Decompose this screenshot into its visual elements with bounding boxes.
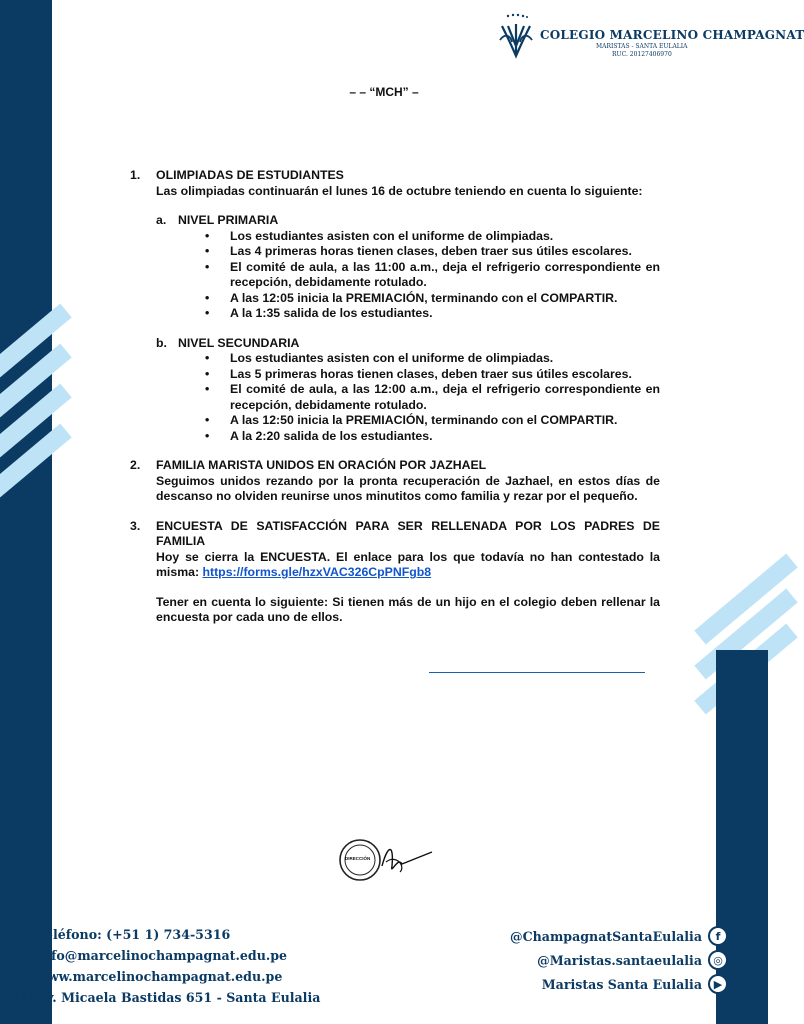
list-item: • A las 12:50 inicia la PREMIACIÓN, terminando con el COMPARTIR. xyxy=(230,413,660,429)
direction-stamp xyxy=(336,836,436,886)
location-pin-icon: ⚲ xyxy=(16,990,32,1006)
section-note: Tener en cuenta lo siguiente: Si tienen más de un hijo en el colegio deben rellenar la encuesta por cada uno de ellos. xyxy=(156,594,660,624)
instagram-icon[interactable]: ◎ xyxy=(708,950,728,970)
left-stripes xyxy=(0,300,52,500)
list-item: • A la 2:20 salida de los estudiantes. xyxy=(230,429,660,445)
subsection-secundaria xyxy=(156,336,660,445)
section-encuesta xyxy=(130,519,660,626)
stamp-text: DIRECCIÓN xyxy=(345,856,371,861)
list-item: • A la 1:35 salida de los estudiantes. xyxy=(230,306,660,322)
social-links xyxy=(510,924,728,996)
survey-link[interactable]: https://forms.gle/hzxVAC326CpPNFgb8 xyxy=(202,565,432,579)
list-item: • El comité de aula, a las 11:00 a.m., deja el refrigerio correspondiente en recepción, debidamente rotulado. xyxy=(230,260,660,291)
contact-info xyxy=(16,924,320,1008)
section-number: 3. xyxy=(130,518,141,533)
subsection-letter: b. xyxy=(156,335,167,350)
list-item: • Las 5 primeras horas tienen clases, deben traer sus útiles escolares. xyxy=(230,367,660,383)
subsection-letter: a. xyxy=(156,213,167,227)
list-item: • El comité de aula, a las 12:00 a.m., deja el refrigerio correspondiente en recepción, debidamente rotulado. xyxy=(230,382,660,413)
section-body-text: Hoy se cierra la ENCUESTA. El enlace para los que todavía no han contestado la misma: xyxy=(156,549,660,579)
school-name: COLEGIO MARCELINO CHAMPAGNAT xyxy=(540,28,804,42)
document-body xyxy=(130,168,660,640)
web-text[interactable]: www.marcelinochampagnat.edu.pe xyxy=(37,969,283,984)
school-ruc: RUC. 20127406970 xyxy=(612,51,672,58)
web-row xyxy=(16,966,320,987)
section-familia-marista xyxy=(130,458,660,505)
section-number: 1. xyxy=(130,168,141,182)
youtube-row[interactable] xyxy=(510,972,728,996)
subsection-title: NIVEL SECUNDARIA xyxy=(178,335,300,350)
phone-row xyxy=(16,924,320,945)
facebook-row[interactable] xyxy=(510,924,728,948)
facebook-icon[interactable]: f xyxy=(708,926,728,946)
facebook-handle[interactable]: @ChampagnatSantaEulalia xyxy=(510,928,702,944)
address-text: Av. Micaela Bastidas 651 - Santa Eulalia xyxy=(37,990,321,1005)
youtube-icon[interactable]: ▶ xyxy=(708,974,728,994)
primaria-list xyxy=(178,229,660,322)
list-item: • Los estudiantes asisten con el uniforme de olimpiadas. xyxy=(230,351,660,367)
left-decorative-bar xyxy=(0,0,52,1024)
section-olimpiadas xyxy=(130,168,660,444)
section-body xyxy=(156,550,660,581)
web-icon: www xyxy=(16,948,32,964)
list-item: • Los estudiantes asisten con el uniforme de olimpiadas. xyxy=(230,229,660,245)
document-reference: – – “MCH” – xyxy=(349,85,419,99)
subsection-title: NIVEL PRIMARIA xyxy=(178,213,279,227)
school-logo xyxy=(496,12,804,62)
section-title: OLIMPIADAS DE ESTUDIANTES xyxy=(156,168,344,182)
section-number: 2. xyxy=(130,458,141,472)
section-title: ENCUESTA DE SATISFACCIÓN PARA SER RELLENADA POR LOS PADRES DE FAMILIA xyxy=(156,518,660,548)
school-subtitle: MARISTAS - SANTA EULALIA xyxy=(596,43,688,50)
instagram-handle[interactable]: @Maristas.santaeulalia xyxy=(537,952,702,968)
stamp-seal-icon xyxy=(336,836,436,886)
mail-icon: ✉ xyxy=(16,969,32,985)
secundaria-list xyxy=(178,351,660,444)
section-intro: Las olimpiadas continuarán el lunes 16 de octubre teniendo en cuenta lo siguiente: xyxy=(156,183,643,198)
list-item: • Las 4 primeras horas tienen clases, deben traer sus útiles escolares. xyxy=(230,244,660,260)
instagram-row[interactable] xyxy=(510,948,728,972)
email-text[interactable]: info@marcelinochampagnat.edu.pe xyxy=(37,948,288,963)
list-item: • A las 12:05 inicia la PREMIACIÓN, terminando con el COMPARTIR. xyxy=(230,291,660,307)
email-row xyxy=(16,945,320,966)
subsection-primaria xyxy=(156,213,660,322)
phone-icon: ☎ xyxy=(16,927,32,943)
phone-text: Teléfono: (+51 1) 734-5316 xyxy=(37,927,231,942)
section-title: FAMILIA MARISTA UNIDOS EN ORACIÓN POR JAZHAEL xyxy=(156,458,487,472)
signature-line xyxy=(429,672,645,673)
marist-monogram-icon xyxy=(496,12,536,60)
address-row xyxy=(16,987,320,1008)
section-body: Seguimos unidos rezando por la pronta recuperación de Jazhael, en estos días de descanso no olviden reunirse unos minutitos como familia y rezar por el pequeño. xyxy=(156,473,660,503)
youtube-channel[interactable]: Maristas Santa Eulalia xyxy=(541,976,702,992)
